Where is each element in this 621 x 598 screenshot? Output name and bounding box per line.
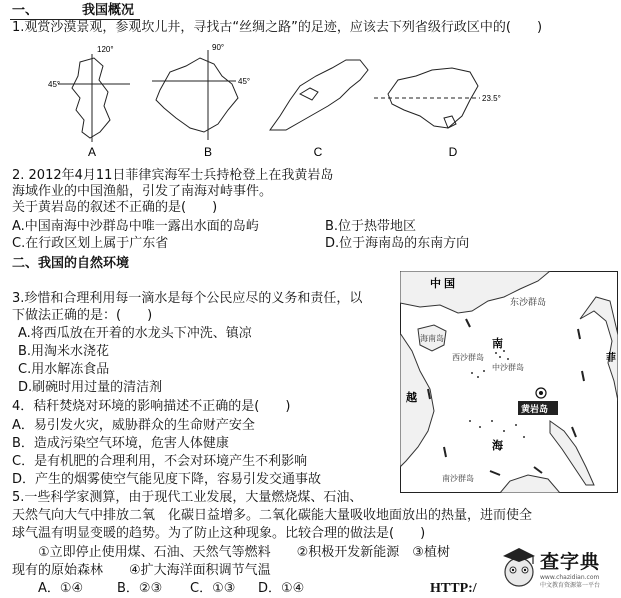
- q5-option-a: A．①④: [38, 581, 84, 596]
- section1-title: 我国概况: [82, 3, 135, 18]
- q2-line1: 2. 2012年4月11日菲律宾海军士兵持枪登上在我黄岩岛: [12, 168, 334, 183]
- q3-option-b: B.用淘米水浇花: [18, 344, 110, 359]
- label-xisha: 西沙群岛: [452, 353, 484, 362]
- q3-option-d: D.刷碗时用过量的清洁剂: [18, 380, 163, 395]
- map-d: [374, 68, 480, 128]
- q2-line3: 关于黄岩岛的叙述不正确的是( ): [12, 200, 218, 215]
- map-c: [270, 60, 368, 130]
- q2-option-a: A.中国南海中沙群岛中唯一露出水面的岛屿: [12, 219, 259, 234]
- q2-option-b: B.位于热带地区: [325, 219, 417, 234]
- watermark-site: www.chazidian.com: [540, 574, 600, 581]
- q5-line4: ①立即停止使用煤、石油、天然气等燃料 ②积极开发新能源 ③植树: [12, 545, 450, 560]
- q2-option-c: C.在行政区划上属于广东省: [12, 236, 169, 251]
- watermark-brand: 查字典: [540, 551, 601, 573]
- map-b-lon: 90°: [212, 43, 225, 52]
- map-a-lat: 45°: [48, 80, 61, 89]
- map-a: [58, 54, 130, 142]
- label-hai: 海: [492, 440, 503, 452]
- map-a-label: A: [87, 145, 97, 159]
- q4-option-c: C．是有机肥的合理利用，不会对环境产生不利影响: [12, 454, 308, 469]
- label-dongsha: 东沙群岛: [510, 297, 547, 307]
- south-china-sea-map: [400, 271, 618, 493]
- q3-line1: 3.珍惜和合理利用每一滴水是每个公民应尽的义务和责任，以: [12, 291, 363, 306]
- province-maps: [0, 36, 621, 166]
- q4-option-d: D．产生的烟雾使空气能见度下降，容易引发交通事故: [12, 472, 322, 487]
- label-china: 中 国: [430, 278, 456, 290]
- watermark-sub: 中文教育资源第一平台: [540, 582, 601, 589]
- label-fei: 菲: [606, 353, 616, 364]
- map-b-label: B: [203, 145, 213, 159]
- section2-title: 二、我国的自然环境: [12, 256, 130, 271]
- q2-line2: 海域作业的中国渔船，引发了南海对峙事件。: [12, 184, 273, 199]
- q5-line1: 5.一些科学家测算，由于现代工业发展，大量燃烧煤、石油、: [12, 490, 363, 505]
- q5-option-b: B．②③: [117, 581, 163, 596]
- q3-option-c: C.用水解冻食品: [18, 362, 110, 377]
- map-b-lat: 45°: [238, 77, 251, 86]
- map-d-label: D: [448, 145, 458, 159]
- label-nan: 南: [492, 338, 503, 350]
- footer-http: HTTP:/: [430, 581, 477, 596]
- section1-number: 一、: [12, 3, 39, 18]
- q5-line3: 球气温有明显变暖的趋势。为了防止这种现象。比较合理的做法是( ): [12, 526, 426, 541]
- chazidian-mascot-icon: [499, 544, 539, 588]
- q5-option-c: C．①③: [190, 581, 236, 596]
- q3-line2: 下做法正确的是：( ): [12, 308, 153, 323]
- q5-line5: 现有的原始森林 ④扩大海洋面积调节气温: [12, 563, 271, 578]
- q5-option-d: D．①④: [258, 581, 305, 596]
- map-a-lon: 120°: [97, 45, 114, 54]
- q1-stem: 1.观赏沙漠景观，参观坎儿井，寻找古“丝绸之路”的足迹，应该去下列省级行政区中的( ): [12, 20, 543, 35]
- q4-option-a: A．易引发火灾，威胁群众的生命财产安全: [12, 418, 255, 433]
- q2-option-d: D.位于海南岛的东南方向: [325, 236, 470, 251]
- map-b: [152, 50, 238, 140]
- q3-option-a: A.将西瓜放在开着的水龙头下冲洗、镇凉: [18, 326, 252, 341]
- q4-option-b: B．造成污染空气环境，危害人体健康: [12, 436, 229, 451]
- map-c-label: C: [313, 145, 323, 159]
- label-zhongsha: 中沙群岛: [492, 363, 524, 372]
- map-d-lat: 23.5°: [482, 94, 501, 103]
- label-yue: 越: [406, 392, 417, 404]
- label-nansha: 南沙群岛: [442, 474, 474, 483]
- label-huangyan: 黄岩岛: [521, 404, 549, 414]
- q5-line2: 天然气向大气中排放二氧 化碳日益增多。二氧化碳能大量吸收地面放出的热量，进而使全: [12, 508, 533, 523]
- q4-stem: 4．秸秆焚烧对环境的影响描述不正确的是( ): [12, 399, 291, 414]
- label-hainan: 海南岛: [420, 334, 444, 343]
